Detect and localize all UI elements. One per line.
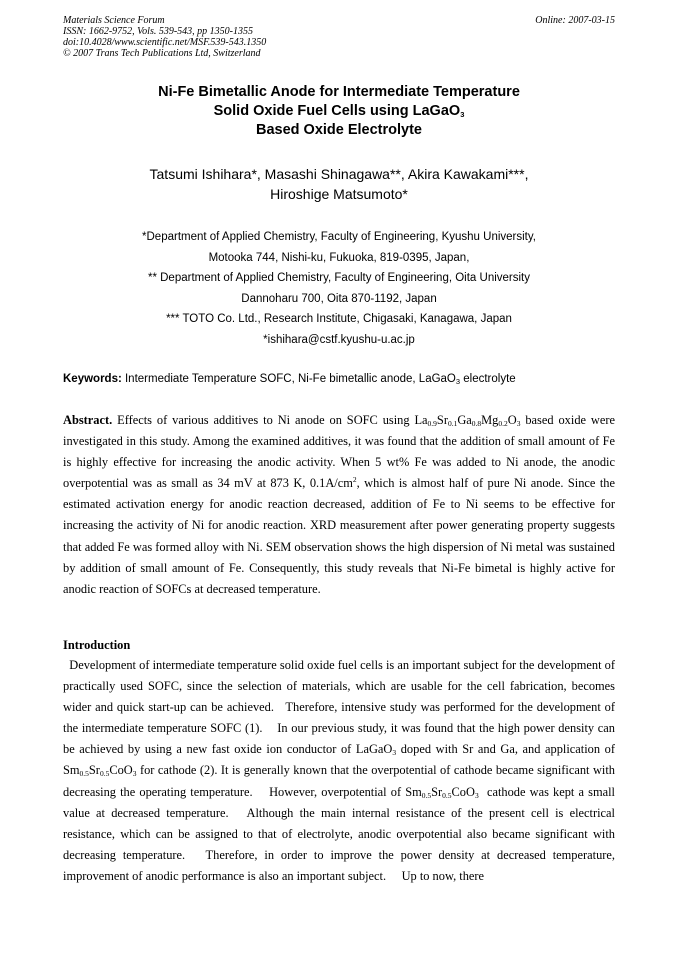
journal-header — [63, 15, 266, 59]
abstract-text: Effects of various additives to Ni anode on SOFC using La — [112, 413, 428, 427]
title-line-2: Solid Oxide Fuel Cells using LaGaO$_3$ — [213, 103, 465, 119]
author-email: *ishihara@cstf.kyushu-u.ac.jp — [263, 333, 415, 346]
title-line-1: Ni-Fe Bimetallic Anode for Intermediate Temperature — [158, 84, 520, 100]
introduction-body: Development of intermediate temperature solid oxide fuel cells is an important subject for the development of practically used SOFC, since the selection of materials, which are usable for the cell fabrication, becomes wider and quick start-up can be achieved. Therefore, intensive study was performed for the development of the intermediate temperature SOFC (1). In our previous study, it was found that the high power density can be achieved by using a new fast oxide ion conductor of LaGaO$_3$ doped with Sr and Ga, and application of $Sm_{0.5}Sr_{0.5}CoO_3$ for cathode (2). It is generally known that the overpotential of cathode became significant with decreasing the operating temperature. However, overpotential of $Sm_{0.5}Sr_{0.5}CoO_3$ cathode was kept a small value at decreased temperature. Although the main internal resistance of the present cell is electrical resistance, which can be assigned to that of electrolyte, anodic overpotential also became significant with decreasing temperature. Therefore, in order to improve the power density at decreased temperature, improvement of anodic performance is also an important subject. Up to now, there — [63, 658, 619, 883]
affiliation-line: ** Department of Applied Chemistry, Faculty of Engineering, Oita University — [147, 272, 530, 284]
keywords-text: Intermediate Temperature SOFC, Ni-Fe bimetallic anode, LaGaO — [121, 373, 456, 385]
authors-line-1: Tatsumi Ishihara*, Masashi Shinagawa**, Akira Kawakami***, — [149, 166, 529, 182]
paper-title — [63, 83, 615, 140]
affiliation-line: Motooka 744, Nishi-ku, Fukuoka, 819-0395, Japan, — [208, 251, 470, 264]
affiliation-line: *Department of Applied Chemistry, Faculty of Engineering, Kyushu University, — [142, 231, 536, 243]
copyright-line: © 2007 Trans Tech Publications Ltd, Switzerland — [63, 48, 261, 59]
author-list — [63, 164, 615, 204]
keywords: Keywords: Intermediate Temperature SOFC, Ni-Fe bimetallic anode, LaGaO$_3$ electrolyte — [63, 373, 516, 386]
title-line-3: Based Oxide Electrolyte — [255, 122, 422, 138]
abstract: Abstract. Effects of various additives to Ni anode on SOFC using $La_{0.9}Sr_{0.1}Ga_{0.8}Mg_{0.2}O_3$ based oxide were investigated in this study. Among the examined additives, it was found that the addition of small amount of Fe is highly effective for increasing the anodic activity. When 5 wt% Fe was added to Ni anode, the anodic overpotential was as small as 34 mV at 873 K, $0.1A/cm^2$, which is almost half of pure Ni anode. Since the estimated activation energy for anodic reaction decreased, addition of Fe to Ni seems to be effective for increasing the activity of Ni for anodic reaction. XRD measurement after power generating property suggests that added Fe was formed alloy with Ni. SEM observation shows the high dispersion of Ni metal was sustained by addition of small amount of Fe. Consequently, this study reveals that Ni-Fe bimetal is highly active for anodic reaction of SOFCs at decreased temperature. — [63, 413, 616, 596]
authors-line-2: Hiroshige Matsumoto* — [270, 186, 408, 202]
section-heading-introduction: Introduction — [63, 638, 131, 652]
affiliation-line: Dannoharu 700, Oita 870-1192, Japan — [241, 292, 437, 305]
affiliation-line: *** TOTO Co. Ltd., Research Institute, Chigasaki, Kanagawa, Japan — [166, 313, 512, 325]
abstract-label: Abstract. — [63, 413, 113, 427]
affiliations — [63, 227, 615, 350]
keywords-label: Keywords: — [63, 373, 122, 385]
online-date: Online: 2007-03-15 — [535, 15, 615, 26]
journal-name: Materials Science Forum — [63, 15, 165, 26]
doi-line: doi:10.4028/www.scientific.net/MSF.539-543.1350 — [63, 37, 267, 48]
issn-line: ISSN: 1662-9752, Vols. 539-543, pp 1350-1355 — [63, 26, 253, 37]
